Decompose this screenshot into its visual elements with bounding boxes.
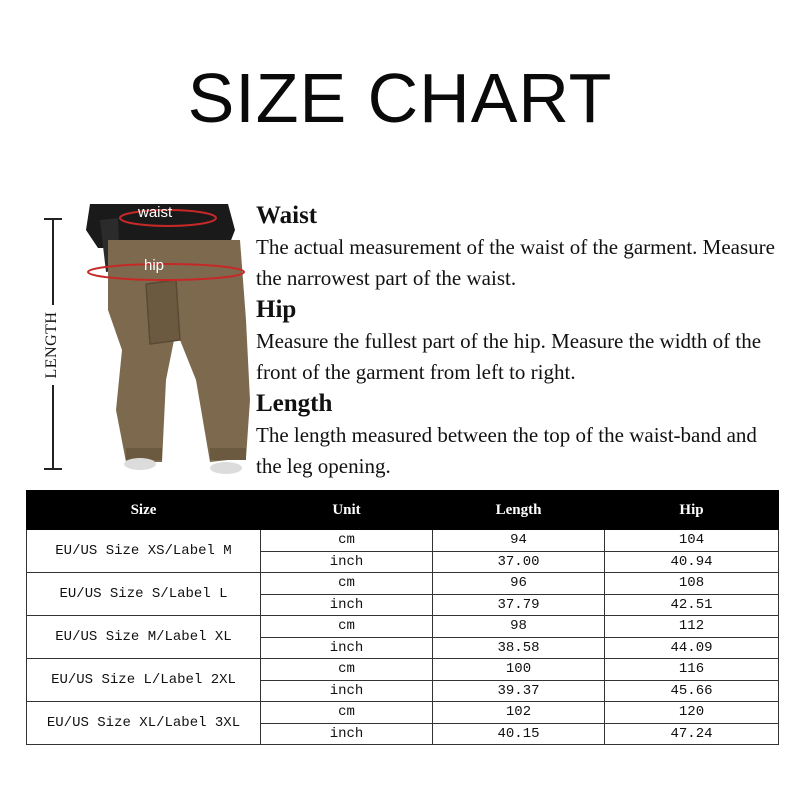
header-hip: Hip xyxy=(605,491,779,530)
hip-heading: Hip xyxy=(256,296,297,323)
hip-cell: 45.66 xyxy=(605,680,779,702)
unit-cell: cm xyxy=(261,702,433,724)
garment-figure xyxy=(40,200,240,480)
unit-cell: inch xyxy=(261,594,433,616)
hip-cell: 104 xyxy=(605,530,779,552)
pants-shape xyxy=(108,240,250,462)
header-unit: Unit xyxy=(261,491,433,530)
size-cell: EU/US Size L/Label 2XL xyxy=(27,659,261,702)
length-cell: 98 xyxy=(433,616,605,638)
length-cap-bottom xyxy=(44,468,62,470)
cargo-pocket xyxy=(146,280,180,344)
header-size: Size xyxy=(27,491,261,530)
hip-description: Measure the fullest part of the hip. Measure the width of the front of the garment from left to right. xyxy=(256,329,762,384)
length-cell: 94 xyxy=(433,530,605,552)
waist-description: The actual measurement of the waist of the garment. Measure the narrowest part of the waist. xyxy=(256,235,775,290)
right-cuff xyxy=(210,448,246,460)
table-row xyxy=(27,616,779,638)
size-cell: EU/US Size M/Label XL xyxy=(27,616,261,659)
measurement-descriptions xyxy=(256,200,786,482)
size-cell: EU/US Size XS/Label M xyxy=(27,530,261,573)
hip-cell: 120 xyxy=(605,702,779,724)
length-cell: 100 xyxy=(433,659,605,681)
length-cell: 37.79 xyxy=(433,594,605,616)
hip-cell: 44.09 xyxy=(605,637,779,659)
unit-cell: cm xyxy=(261,616,433,638)
unit-cell: inch xyxy=(261,551,433,573)
unit-cell: inch xyxy=(261,637,433,659)
hip-cell: 116 xyxy=(605,659,779,681)
unit-cell: cm xyxy=(261,530,433,552)
hip-cell: 42.51 xyxy=(605,594,779,616)
unit-cell: cm xyxy=(261,659,433,681)
size-cell: EU/US Size XL/Label 3XL xyxy=(27,702,261,745)
size-cell: EU/US Size S/Label L xyxy=(27,573,261,616)
length-heading: Length xyxy=(256,390,333,417)
right-shoe xyxy=(210,462,242,474)
length-cell: 38.58 xyxy=(433,637,605,659)
table-row xyxy=(27,573,779,595)
length-label: LENGTH xyxy=(43,305,61,385)
length-description: The length measured between the top of the waist-band and the leg opening. xyxy=(256,423,757,478)
hip-cell: 40.94 xyxy=(605,551,779,573)
waist-heading: Waist xyxy=(256,202,318,229)
table-row xyxy=(27,702,779,724)
hip-cell: 108 xyxy=(605,573,779,595)
length-cell: 96 xyxy=(433,573,605,595)
length-cell: 40.15 xyxy=(433,723,605,745)
hip-cell: 47.24 xyxy=(605,723,779,745)
table-row xyxy=(27,659,779,681)
waist-tag: waist xyxy=(138,204,173,221)
length-cell: 37.00 xyxy=(433,551,605,573)
hip-cell: 112 xyxy=(605,616,779,638)
unit-cell: cm xyxy=(261,573,433,595)
size-table xyxy=(26,490,779,745)
unit-cell: inch xyxy=(261,680,433,702)
table-row xyxy=(27,530,779,552)
cargo-pants-illustration xyxy=(78,200,253,480)
table-header-row xyxy=(27,491,779,530)
length-cell: 102 xyxy=(433,702,605,724)
page-title: SIZE CHART xyxy=(187,59,613,137)
header-length: Length xyxy=(433,491,605,530)
unit-cell: inch xyxy=(261,723,433,745)
length-cap-top xyxy=(44,218,62,220)
hip-tag: hip xyxy=(144,257,165,274)
length-cell: 39.37 xyxy=(433,680,605,702)
left-shoe xyxy=(124,458,156,470)
